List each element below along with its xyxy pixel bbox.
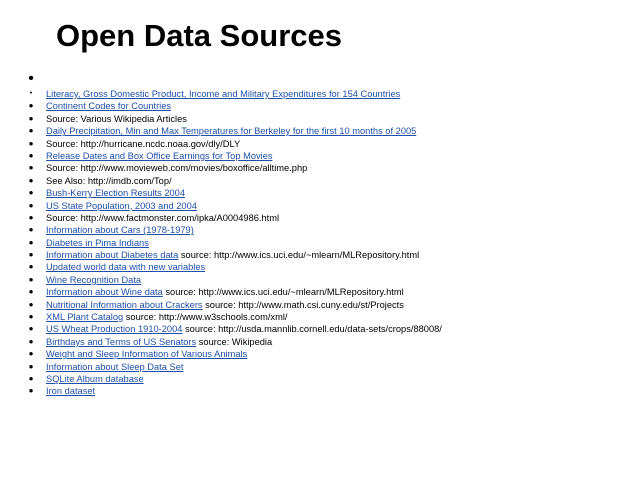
source-text: Source: Various Wikipedia Articles (46, 113, 187, 124)
list-item (26, 187, 626, 199)
list-item-content (46, 373, 144, 385)
bullet-icon: • (28, 98, 34, 114)
list-item (26, 100, 626, 112)
source-text: source: http://www.math.csi.cuny.edu/st/Projects (202, 299, 404, 310)
list-item (26, 333, 626, 349)
source-link[interactable]: Wine Recognition Data (46, 274, 142, 285)
source-link[interactable]: Iron dataset (46, 386, 96, 397)
list-item-content (46, 88, 400, 100)
source-link[interactable]: Diabetes in Pima Indians (46, 237, 149, 248)
source-link[interactable]: Release Dates and Box Office Earnings for Top Movies (46, 150, 273, 161)
source-text: See Also: http://imdb.com/Top/ (46, 175, 172, 186)
list-item (26, 249, 626, 261)
list-item-content (46, 261, 205, 273)
list-item-content (46, 299, 404, 311)
source-link[interactable]: XML Plant Catalog (46, 312, 124, 323)
list-item (26, 147, 626, 163)
list-item (26, 135, 626, 151)
source-link[interactable]: Birthdays and Terms of US Senators (46, 336, 197, 347)
bullet-icon: • (28, 284, 34, 300)
list-item-content (46, 187, 185, 199)
bullet-icon: • (28, 110, 34, 126)
source-link[interactable]: US State Population, 2003 and 2004 (46, 200, 197, 211)
bullet-icon: • (28, 234, 34, 250)
list-item-content (46, 224, 194, 236)
source-link[interactable]: Information about Wine data (46, 287, 163, 298)
list-item (26, 296, 626, 312)
list-item (26, 110, 626, 126)
source-link[interactable]: SQLite Album database (46, 373, 144, 384)
list-item (26, 271, 626, 287)
bullet-icon: • (28, 309, 34, 325)
source-text: source: http://usda.mannlib.cornell.edu/data-sets/crops/88008/ (182, 324, 442, 335)
list-item (26, 70, 626, 88)
source-link[interactable]: US Wheat Production 1910-2004 (46, 324, 183, 335)
bullet-icon: • (28, 147, 34, 163)
list-item-content (46, 175, 172, 187)
list-item (26, 385, 626, 397)
source-link[interactable]: Information about Cars (1978-1979) (46, 225, 194, 236)
list-item-content (46, 323, 442, 335)
data-sources-list (26, 70, 626, 398)
list-item-content (46, 385, 95, 397)
bullet-icon: • (28, 185, 34, 201)
bullet-icon: • (28, 358, 34, 374)
list-item-content (46, 138, 240, 150)
list-item (26, 224, 626, 236)
list-item-content (46, 212, 279, 224)
list-item (26, 348, 626, 360)
source-link[interactable]: Daily Precipitation, Min and Max Temperatures for Berkeley for the first 10 months of 2005 (46, 126, 417, 137)
list-item (26, 125, 626, 137)
page-title: Open Data Sources (56, 18, 342, 53)
source-link[interactable]: Weight and Sleep Information of Various Animals (46, 349, 248, 360)
source-link[interactable]: Continent Codes for Countries (46, 101, 172, 112)
bullet-icon: • (28, 271, 34, 287)
list-item-content (46, 249, 419, 261)
bullet-icon: • (28, 197, 34, 213)
list-item-content (46, 348, 247, 360)
list-item (26, 88, 626, 100)
bullet-icon: • (28, 209, 34, 225)
list-item (26, 234, 626, 250)
source-text: Source: http://hurricane.ncdc.noaa.gov/dly/DLY (46, 138, 241, 149)
list-item (26, 209, 626, 225)
source-link[interactable]: Literacy, Gross Domestic Product, Income and Military Expenditures for 154 Countries (46, 89, 401, 99)
bullet-icon: • (28, 222, 34, 238)
list-item-content (46, 336, 272, 348)
list-item (26, 311, 626, 323)
bullet-icon: • (28, 160, 34, 176)
bullet-icon: • (28, 247, 34, 263)
list-item (26, 261, 626, 273)
list-item-content (46, 361, 183, 373)
source-link[interactable]: Nutritional Information about Crackers (46, 299, 203, 310)
list-item (26, 172, 626, 188)
source-text: source: http://www.ics.uci.edu/~mlearn/MLRepository.html (178, 250, 420, 261)
bullet-icon: • (28, 333, 34, 349)
list-item (26, 358, 626, 374)
bullet-icon: • (28, 135, 34, 151)
list-item-content (46, 237, 149, 249)
source-link[interactable]: Updated world data with new variables (46, 262, 206, 273)
source-link[interactable]: Information about Diabetes data (46, 250, 179, 261)
list-item-content (46, 125, 416, 137)
source-text: source: Wikipedia (196, 336, 273, 347)
source-text: Source: http://www.movieweb.com/movies/boxoffice/alltime.php (46, 163, 308, 174)
list-item-content (46, 274, 141, 286)
list-item (26, 323, 626, 335)
list-item-content (46, 162, 307, 174)
source-text: source: http://www.ics.uci.edu/~mlearn/MLRepository.html (162, 287, 404, 298)
bullet-icon: • (28, 370, 34, 386)
bullet-icon: • (28, 346, 34, 362)
list-item-content (46, 113, 187, 125)
list-item (26, 162, 626, 174)
list-item (26, 197, 626, 213)
source-text: Source: http://www.factmonster.com/ipka/A0004986.html (46, 212, 280, 223)
list-item-content (46, 100, 171, 112)
bullet-icon: • (28, 321, 34, 337)
list-item-content (46, 200, 197, 212)
source-link[interactable]: Bush-Kerry Election Results 2004 (46, 188, 186, 199)
bullet-icon: • (29, 90, 33, 97)
list-item-content (46, 311, 287, 323)
list-item (26, 286, 626, 298)
source-text: source: http://www.w3schools.com/xml/ (123, 312, 288, 323)
bullet-icon: • (28, 259, 34, 275)
bullet-icon: • (28, 383, 34, 399)
source-link[interactable]: Information about Sleep Data Set (46, 361, 184, 372)
bullet-icon: • (28, 123, 34, 139)
bullet-icon: • (28, 296, 34, 312)
list-item (26, 370, 626, 386)
list-item-content (46, 150, 273, 162)
list-item-content (46, 286, 404, 298)
bullet-icon: • (28, 172, 34, 188)
bullet-icon: • (28, 70, 34, 87)
